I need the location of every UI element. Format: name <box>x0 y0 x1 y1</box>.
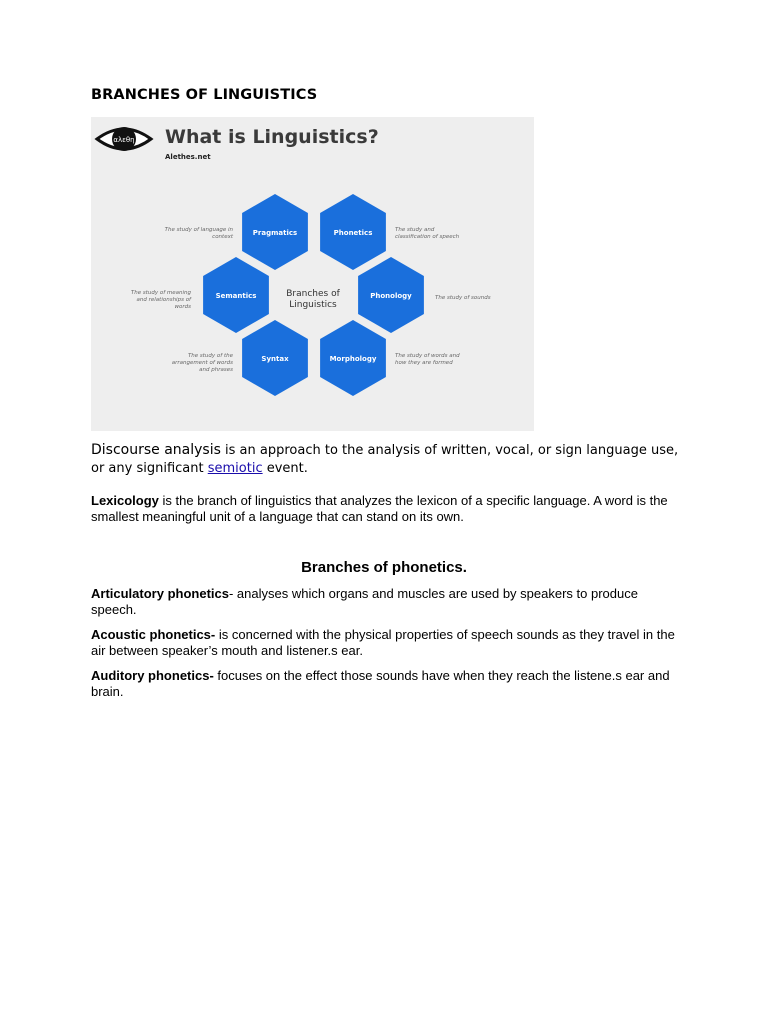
hex-desc-phonetics: The study and classification of speech <box>395 227 460 240</box>
site-label: Alethes.net <box>165 153 211 161</box>
hex-label-phonetics: Phonetics <box>333 229 373 237</box>
hex-desc-semantics: The study of meaning and relationships of words <box>130 290 191 310</box>
acoustic-paragraph <box>91 627 681 659</box>
articulatory-text: - analyses which organs and muscles are used by speakers to produce speech. <box>91 586 638 617</box>
hex-label-phonology: Phonology <box>370 292 412 300</box>
hex-label-semantics: Semantics <box>215 292 257 300</box>
hex-syntax <box>172 320 308 396</box>
infographic-canvas <box>91 117 534 431</box>
auditory-paragraph <box>91 668 681 700</box>
discourse-text-end: event. <box>262 461 308 476</box>
lexicology-text: is the branch of linguistics that analyzes the lexicon of a specific language. A word is the smallest meaningful unit of a language that can stand on its own. <box>91 493 668 524</box>
hex-semantics <box>131 257 269 333</box>
logo-text: αλεθη <box>113 136 135 144</box>
hex-desc-morphology: The study of words and how they are formed <box>395 353 460 366</box>
hex-label-morphology: Morphology <box>329 355 377 363</box>
discourse-text: is an approach to the analysis of written, vocal, or sign language use, or any significant <box>91 443 679 476</box>
hex-phonology <box>358 257 491 333</box>
hex-desc-pragmatics: The study of language in context <box>164 227 233 240</box>
center-label-line1: Branches of <box>286 289 340 299</box>
hex-desc-phonology: The study of sounds <box>435 295 491 301</box>
auditory-text: focuses on the effect those sounds have when they reach the listene.s ear and brain. <box>91 668 670 699</box>
acoustic-text: is concerned with the physical properties of speech sounds as they travel in the air between speaker’s mouth and listener.s ear. <box>91 627 675 658</box>
linguistics-infographic <box>91 117 534 431</box>
semiotic-link[interactable]: semiotic <box>207 461 263 476</box>
discourse-paragraph <box>91 441 681 478</box>
auditory-term: Auditory phonetics- <box>91 668 214 683</box>
articulatory-term: Articulatory phonetics <box>91 586 229 601</box>
discourse-term: Discourse analysis <box>91 442 221 458</box>
lexicology-paragraph <box>91 493 681 525</box>
phonetics-section-heading: Branches of phonetics. <box>301 559 467 576</box>
infographic-heading: What is Linguistics? <box>165 126 379 148</box>
acoustic-term: Acoustic phonetics- <box>91 627 216 642</box>
hex-label-syntax: Syntax <box>261 355 289 363</box>
document-title: BRANCHES OF LINGUISTICS <box>91 87 318 103</box>
center-label-line2: Linguistics <box>289 300 337 310</box>
hex-desc-syntax: The study of the arrangement of words and phrases <box>171 353 233 373</box>
alethes-eye-logo <box>97 127 151 151</box>
articulatory-paragraph <box>91 586 681 618</box>
hex-label-pragmatics: Pragmatics <box>252 229 298 237</box>
lexicology-term: Lexicology <box>91 493 159 508</box>
